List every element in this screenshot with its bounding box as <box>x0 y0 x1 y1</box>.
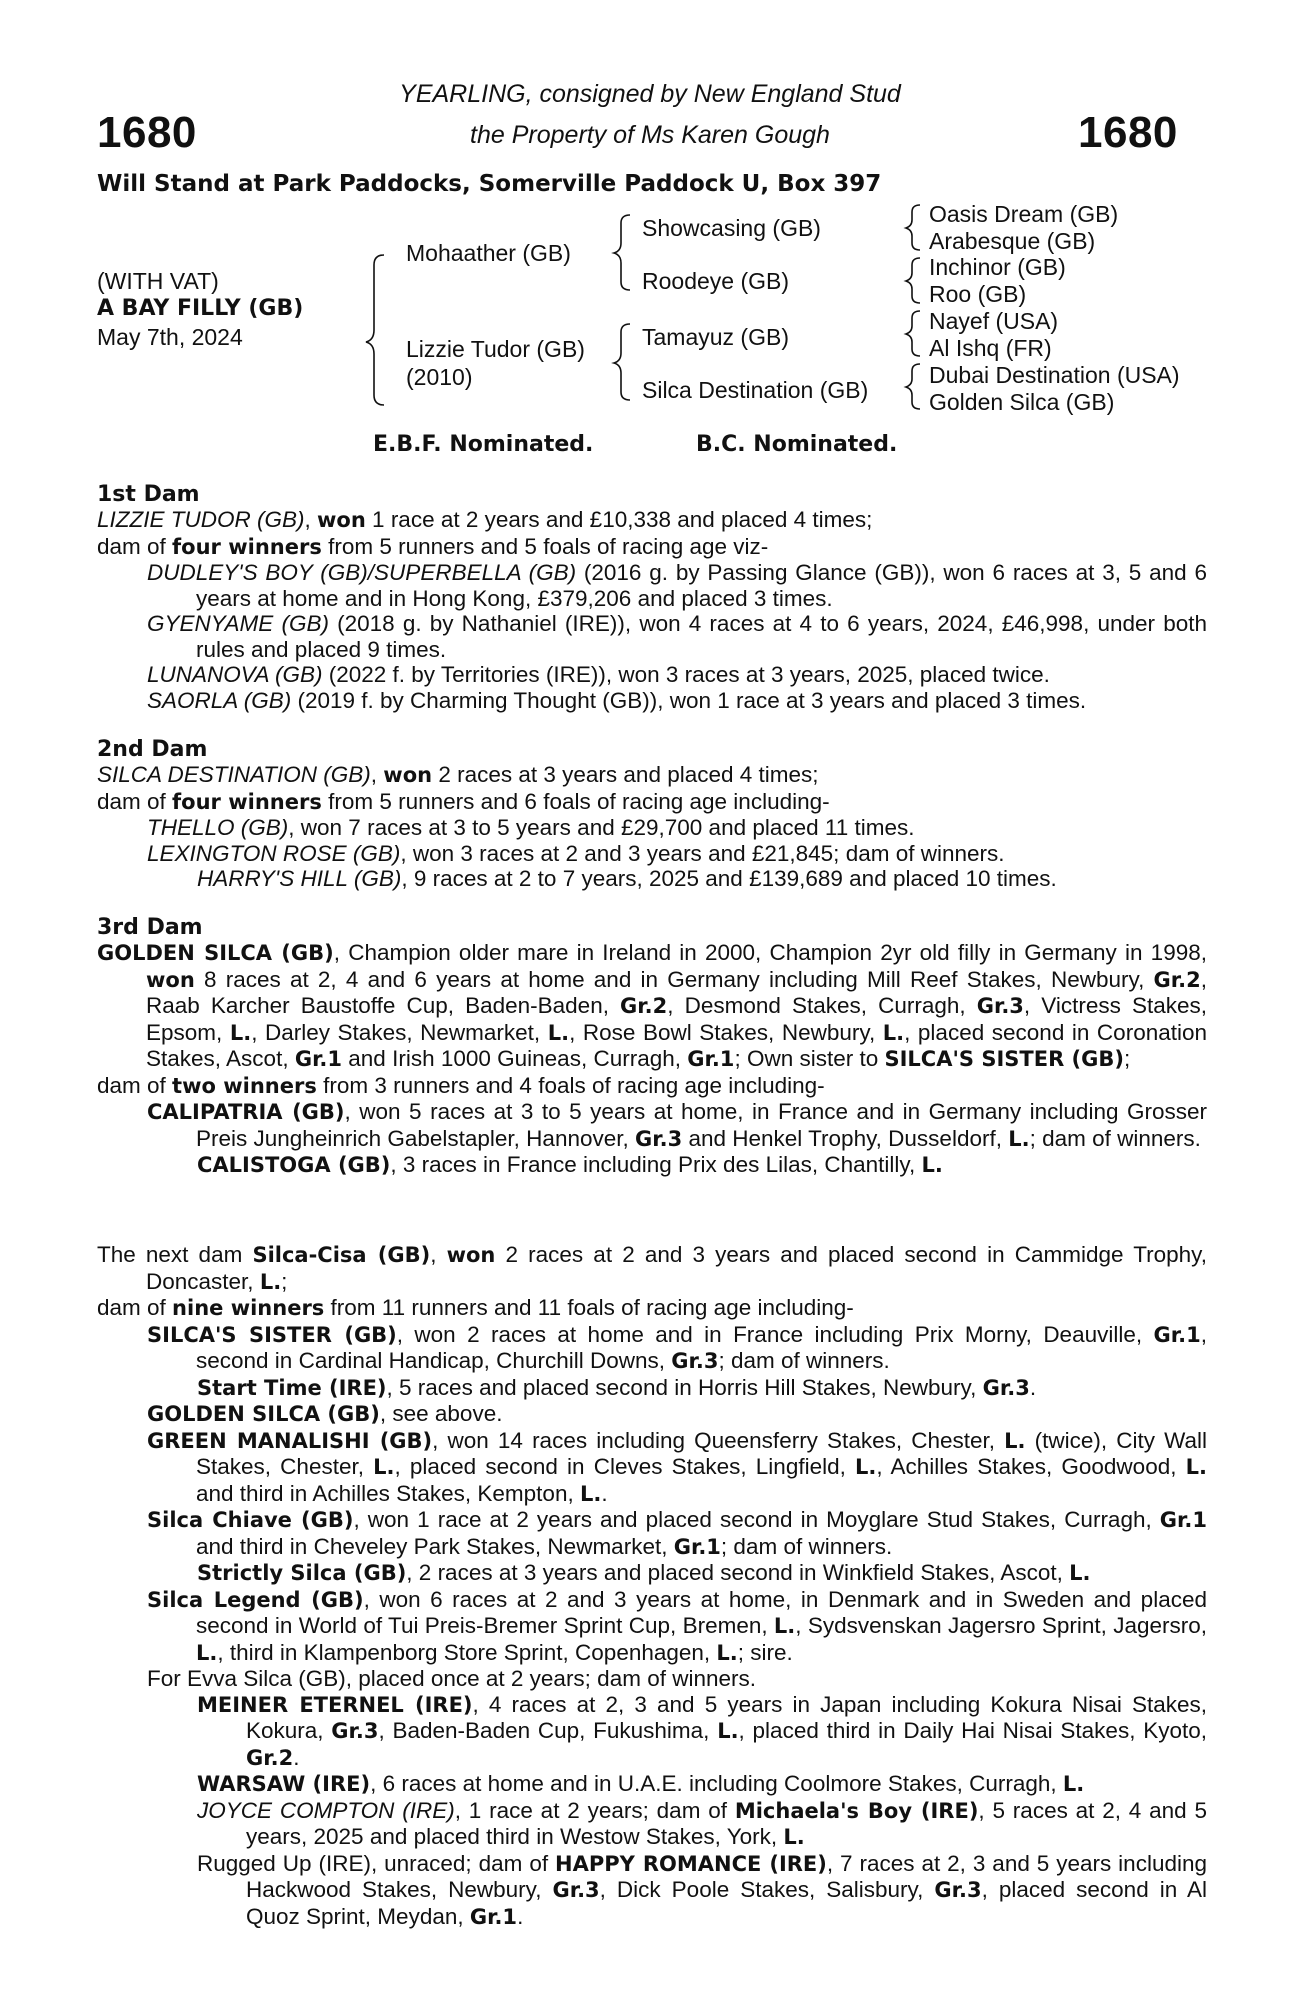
bold-text-run: L. <box>579 1481 602 1506</box>
bold-text-run: L. <box>196 1640 218 1665</box>
text-run: , third in Klampenborg Store Sprint, Copenhagen, <box>217 1639 717 1665</box>
text-run: ; dam of winners. <box>1029 1125 1201 1151</box>
progeny-entry <box>97 1375 1207 1402</box>
gen3-3: Inchinor (GB) <box>929 254 1066 280</box>
progeny-entry <box>97 688 1207 714</box>
progeny-entry <box>97 1428 1207 1508</box>
consignment-line: YEARLING, consigned by New England Stud <box>399 80 901 108</box>
text-run: , 2 races at 3 years and placed second in Winkfield Stakes, Ascot, <box>406 1560 1070 1585</box>
third-dam-produce-summary <box>97 1073 1207 1100</box>
text-run: from 5 runners and 6 foals of racing age including- <box>321 788 830 814</box>
text-run: . <box>517 1903 524 1929</box>
text-run: , won 6 races at 2 and 3 years at home, in Denmark and in Sweden and placed second in World of Tui Preis-Bremer Sprint Cup, Bremen, <box>196 1586 1207 1638</box>
progeny-entry <box>97 611 1207 662</box>
bold-text-run: won <box>317 508 366 532</box>
text-run: , 7 races at 2, 3 and 5 years including Hackwood Stakes, Newbury, <box>246 1850 1207 1902</box>
progeny-entry <box>97 841 1207 867</box>
italic-text-run: LEXINGTON ROSE (GB) <box>147 840 401 866</box>
bold-text-run: won <box>383 763 433 787</box>
text-run: , <box>430 1242 447 1267</box>
vat-note: (WITH VAT) <box>97 268 219 294</box>
progeny-entry <box>97 1798 1207 1851</box>
bold-text-run: Gr.3 <box>976 994 1024 1018</box>
progeny-entry <box>97 1099 1207 1152</box>
bold-text-run: L. <box>1069 1561 1091 1585</box>
first-dam-record <box>97 507 1207 534</box>
text-run: from 3 runners and 4 foals of racing age including- <box>316 1072 825 1098</box>
bold-text-run: Gr.3 <box>635 1126 683 1151</box>
text-run: , 9 races at 2 to 7 years, 2025 and £139,689 and placed 10 times. <box>401 866 1057 891</box>
bold-text-run: Gr.3 <box>552 1878 600 1902</box>
third-dam-progeny-list <box>97 1099 1207 1179</box>
bold-text-run: L. <box>855 1455 877 1479</box>
italic-text-run: SAORLA (GB) <box>147 687 292 713</box>
text-run: and Irish 1000 Guineas, Curragh, <box>342 1046 688 1071</box>
third-dam-section <box>97 940 1207 1179</box>
progeny-entry <box>97 815 1207 841</box>
bold-text-run: Gr.1 <box>687 1047 735 1071</box>
italic-text-run: GYENYAME (GB) <box>147 611 329 636</box>
first-dam-heading: 1st Dam <box>97 482 200 507</box>
text-run: dam of <box>97 788 173 814</box>
text-run: , won 2 races at home and in France including Prix Morny, Deauville, <box>396 1321 1154 1347</box>
property-line: the Property of Ms Karen Gough <box>470 121 830 149</box>
text-run: and third in Cheveley Park Stakes, Newmarket, <box>196 1533 674 1559</box>
bold-text-run: Silca Chiave (GB) <box>147 1508 354 1532</box>
bold-text-run: MEINER ETERNEL (IRE) <box>197 1692 473 1717</box>
text-run: , won 5 races at 3 to 5 years at home, in France and in Germany including Grosser Preis Jungheinrich Gabelstapler, Hannover, <box>196 1099 1207 1151</box>
bold-text-run: Gr.3 <box>331 1719 379 1743</box>
bold-text-run: Gr.1 <box>673 1534 721 1559</box>
text-run: , Baden-Baden Cup, Fukushima, <box>378 1718 718 1743</box>
text-run: . <box>1029 1374 1037 1400</box>
text-run: , Victress Stakes, Epsom, <box>146 993 1207 1045</box>
first-dam-section <box>97 507 1207 713</box>
bold-text-run: L. <box>1008 1126 1030 1151</box>
progeny-entry <box>97 560 1207 611</box>
progeny-entry <box>97 1560 1207 1587</box>
brace-main <box>366 255 384 405</box>
progeny-entry <box>97 1152 1207 1179</box>
dam-sire: Tamayuz (GB) <box>642 324 789 350</box>
text-run: , placed second in Al Quoz Sprint, Meydan, <box>246 1877 1207 1929</box>
text-run: 1 race at 2 years and £10,338 and placed 4 times; <box>365 507 873 532</box>
text-run: , second in Cardinal Handicap, Churchill Downs, <box>196 1321 1207 1373</box>
second-dam-record <box>97 762 1207 789</box>
brace-sire <box>614 215 630 290</box>
bold-text-run: Gr.2 <box>620 994 668 1018</box>
bold-text-run: Gr.3 <box>934 1878 982 1902</box>
progeny-entry <box>97 662 1207 688</box>
text-run: (2018 g. by Nathaniel (IRE)), won 4 races at 4 to 6 years, 2024, £46,998, under both rules and placed 9 times. <box>196 611 1207 662</box>
next-dam-produce-summary <box>97 1295 1207 1322</box>
text-run: ; Own sister to <box>734 1046 885 1071</box>
bold-text-run: won <box>146 967 195 992</box>
text-run: , <box>304 507 318 532</box>
text-run: , Achilles Stakes, Goodwood, <box>876 1454 1186 1479</box>
text-run: , 1 race at 2 years; dam of <box>454 1797 735 1823</box>
bold-text-run: L. <box>921 1153 943 1177</box>
lot-number-right: 1680 <box>1078 108 1178 157</box>
stand-location: Will Stand at Park Paddocks, Somerville Paddock U, Box 397 <box>97 171 882 197</box>
bold-text-run: SILCA'S SISTER (GB) <box>147 1322 397 1347</box>
bold-text-run: HAPPY ROMANCE (IRE) <box>555 1851 827 1876</box>
text-run: The next dam <box>97 1242 253 1267</box>
text-run: , won 1 race at 2 years and placed second in Moyglare Stud Stakes, Curragh, <box>353 1507 1160 1532</box>
bold-text-run: four winners <box>172 789 322 814</box>
third-dam-heading: 3rd Dam <box>97 915 203 940</box>
text-run: ; dam of winners. <box>718 1348 890 1373</box>
bold-text-run: Michaela's Boy (IRE) <box>734 1798 979 1823</box>
bold-text-run: L. <box>1004 1428 1026 1453</box>
text-run: , Desmond Stakes, Curragh, <box>667 993 977 1018</box>
text-run: (2019 f. by Charming Thought (GB)), won 1 race at 3 years and placed 3 times. <box>291 687 1087 713</box>
text-run: ; dam of winners. <box>720 1533 893 1559</box>
bold-text-run: four winners <box>172 534 322 559</box>
italic-text-run: SILCA DESTINATION (GB) <box>97 762 371 787</box>
lot-number-left: 1680 <box>97 108 197 157</box>
italic-text-run: LIZZIE TUDOR (GB) <box>97 507 305 532</box>
bold-text-run: Gr.3 <box>982 1375 1030 1400</box>
bold-text-run: CALISTOGA (GB) <box>197 1153 391 1177</box>
text-run: and Henkel Trophy, Dusseldorf, <box>682 1125 1009 1151</box>
bold-text-run: L. <box>229 1020 252 1045</box>
bold-text-run: two winners <box>172 1073 317 1098</box>
text-run: , placed second in Coronation Stakes, Ascot, <box>146 1019 1208 1071</box>
brace-g3-2 <box>906 258 920 303</box>
next-dam-section <box>97 1242 1207 1930</box>
italic-text-run: DUDLEY'S BOY (GB)/SUPERBELLA (GB) <box>147 560 577 585</box>
second-dam-section <box>97 762 1207 892</box>
second-dam-produce-summary <box>97 789 1207 816</box>
first-dam-progeny-list <box>97 560 1207 713</box>
gen3-1: Oasis Dream (GB) <box>929 201 1119 227</box>
text-run: For Evva Silca (GB), placed once at 2 years; dam of winners. <box>147 1666 757 1691</box>
bold-text-run: GOLDEN SILCA (GB) <box>97 941 334 965</box>
horse-name: A BAY FILLY (GB) <box>97 296 304 321</box>
text-run: ; sire. <box>737 1639 793 1665</box>
bold-text-run: Gr.1 <box>294 1047 343 1071</box>
brace-g3-4 <box>906 364 920 409</box>
bold-text-run: L. <box>783 1825 805 1849</box>
text-run: , placed third in Daily Hai Nisai Stakes, Kyoto, <box>738 1718 1207 1743</box>
bold-text-run: L. <box>373 1455 395 1479</box>
text-run: from 5 runners and 5 foals of racing age viz- <box>321 533 769 559</box>
text-run: Rugged Up (IRE), unraced; dam of <box>197 1850 556 1876</box>
bold-text-run: L. <box>882 1020 905 1045</box>
text-run: from 11 runners and 11 foals of racing age including- <box>324 1295 854 1320</box>
bold-text-run: Gr.3 <box>671 1349 719 1373</box>
progeny-entry <box>97 1401 1207 1428</box>
italic-text-run: JOYCE COMPTON (IRE) <box>197 1797 455 1823</box>
text-run: , Sydsvenskan Jagersro Sprint, Jagersro, <box>795 1613 1207 1638</box>
brace-dam <box>614 324 630 400</box>
text-run: (twice), City Wall Stakes, Chester, <box>196 1427 1207 1479</box>
text-run: ; <box>1124 1046 1131 1071</box>
bold-text-run: Gr.1 <box>1159 1508 1207 1532</box>
text-run: , placed second in Cleves Stakes, Lingfield, <box>394 1454 856 1479</box>
text-run: 2 races at 3 years and placed 4 times; <box>432 762 819 787</box>
bold-text-run: GREEN MANALISHI (GB) <box>147 1428 433 1453</box>
bold-text-run: Strictly Silca (GB) <box>197 1561 407 1585</box>
bc-nomination: B.C. Nominated. <box>696 432 898 457</box>
bold-text-run: L. <box>1062 1772 1085 1796</box>
progeny-entry <box>97 866 1207 892</box>
bold-text-run: L. <box>773 1614 796 1638</box>
second-dam-heading: 2nd Dam <box>97 737 208 762</box>
foaling-date: May 7th, 2024 <box>97 324 243 350</box>
text-run: , Raab Karcher Baustoffe Cup, Baden-Baden, <box>146 966 1207 1018</box>
text-run: , won 7 races at 3 to 5 years and £29,700 and placed 11 times. <box>288 815 915 840</box>
gen3-8: Golden Silca (GB) <box>929 389 1115 415</box>
sire-dam: Roodeye (GB) <box>642 268 790 294</box>
text-run: dam of <box>97 1295 173 1320</box>
bold-text-run: WARSAW (IRE) <box>197 1772 371 1796</box>
bold-text-run: SILCA'S SISTER (GB) <box>884 1047 1124 1071</box>
text-run: 8 races at 2, 4 and 6 years at home and in Germany including Mill Reef Stakes, Newbury, <box>194 966 1154 992</box>
dam-year: (2010) <box>406 364 473 390</box>
text-run: ; <box>281 1268 288 1294</box>
first-dam-produce-summary <box>97 534 1207 561</box>
gen3-6: Al Ishq (FR) <box>929 335 1052 361</box>
text-run: (2016 g. by Passing Glance (GB)), won 6 races at 3, 5 and 6 years at home and in Hong Kong, £379,206 and placed 3 times. <box>196 560 1207 611</box>
progeny-entry <box>97 1851 1207 1931</box>
text-run: (2022 f. by Territories (IRE)), won 3 races at 3 years, 2025, placed twice. <box>322 662 1050 687</box>
text-run: , 3 races in France including Prix des Lilas, Chantilly, <box>390 1152 922 1177</box>
dam-dam: Silca Destination (GB) <box>642 377 869 403</box>
sire: Mohaather (GB) <box>406 240 571 266</box>
text-run: dam of <box>97 533 173 559</box>
bold-text-run: CALIPATRIA (GB) <box>147 1100 345 1124</box>
gen3-2: Arabesque (GB) <box>929 228 1096 254</box>
bold-text-run: L. <box>1185 1455 1207 1479</box>
bold-text-run: Gr.2 <box>1153 967 1201 992</box>
progeny-entry <box>97 1507 1207 1560</box>
bold-text-run: Start Time (IRE) <box>197 1375 387 1400</box>
text-run: , Dick Poole Stakes, Salisbury, <box>599 1877 935 1902</box>
bold-text-run: GOLDEN SILCA (GB) <box>147 1402 380 1426</box>
text-run: 2 races at 2 and 3 years and placed second in Cammidge Trophy, Doncaster, <box>146 1242 1207 1294</box>
bold-text-run: Gr.2 <box>246 1745 294 1770</box>
progeny-entry <box>97 1322 1207 1375</box>
text-run: , <box>370 762 384 787</box>
text-run: , won 14 races including Queensferry Stakes, Chester, <box>432 1427 1005 1453</box>
bold-text-run: nine winners <box>172 1296 325 1320</box>
gen3-5: Nayef (USA) <box>929 308 1059 334</box>
bold-text-run: L. <box>259 1269 282 1294</box>
italic-text-run: LUNANOVA (GB) <box>147 662 323 687</box>
italic-text-run: THELLO (GB) <box>147 815 289 840</box>
text-run: and third in Achilles Stakes, Kempton, <box>196 1480 580 1506</box>
text-run: , Rose Bowl Stakes, Newbury, <box>569 1019 883 1045</box>
dam: Lizzie Tudor (GB) <box>406 336 585 362</box>
text-run: , won 3 races at 2 and 3 years and £21,845; dam of winners. <box>400 840 1005 866</box>
bold-text-run: Gr.1 <box>469 1904 518 1929</box>
gen3-4: Roo (GB) <box>929 281 1027 307</box>
sire-sire: Showcasing (GB) <box>642 215 821 241</box>
text-run: , Champion older mare in Ireland in 2000, Champion 2yr old filly in Germany in 1998, <box>333 940 1207 965</box>
brace-g3-1 <box>906 205 920 250</box>
progeny-entry <box>97 1692 1207 1772</box>
next-dam-record <box>97 1242 1207 1295</box>
gen3-7: Dubai Destination (USA) <box>929 362 1180 388</box>
bold-text-run: Silca-Cisa (GB) <box>252 1243 431 1267</box>
text-run: , 5 races at 2, 4 and 5 years, 2025 and placed third in Westow Stakes, York, <box>246 1797 1207 1849</box>
bold-text-run: Silca Legend (GB) <box>147 1587 364 1612</box>
ebf-nomination: E.B.F. Nominated. <box>373 432 594 457</box>
italic-text-run: HARRY'S HILL (GB) <box>197 866 402 891</box>
bold-text-run: L. <box>547 1020 570 1045</box>
second-dam-progeny-list <box>97 815 1207 892</box>
text-run: , 6 races at home and in U.A.E. including Coolmore Stakes, Curragh, <box>370 1771 1063 1796</box>
text-run: . <box>293 1744 300 1770</box>
progeny-entry <box>97 1771 1207 1798</box>
brace-g3-3 <box>906 311 920 356</box>
progeny-entry <box>97 1666 1207 1692</box>
text-run: , 4 races at 2, 3 and 5 years in Japan including Kokura Nisai Stakes, Kokura, <box>246 1691 1207 1743</box>
text-run: , 5 races and placed second in Horris Hill Stakes, Newbury, <box>386 1374 983 1400</box>
bold-text-run: won <box>446 1243 496 1267</box>
bold-text-run: L. <box>717 1719 739 1743</box>
next-dam-progeny-list <box>97 1322 1207 1931</box>
text-run: . <box>601 1480 608 1506</box>
third-dam-record <box>97 940 1207 1073</box>
text-run: dam of <box>97 1072 173 1098</box>
bold-text-run: L. <box>716 1640 738 1665</box>
text-run: , Darley Stakes, Newmarket, <box>251 1019 548 1045</box>
text-run: , see above. <box>379 1401 503 1426</box>
progeny-entry <box>97 1587 1207 1667</box>
bold-text-run: Gr.1 <box>1153 1322 1201 1347</box>
